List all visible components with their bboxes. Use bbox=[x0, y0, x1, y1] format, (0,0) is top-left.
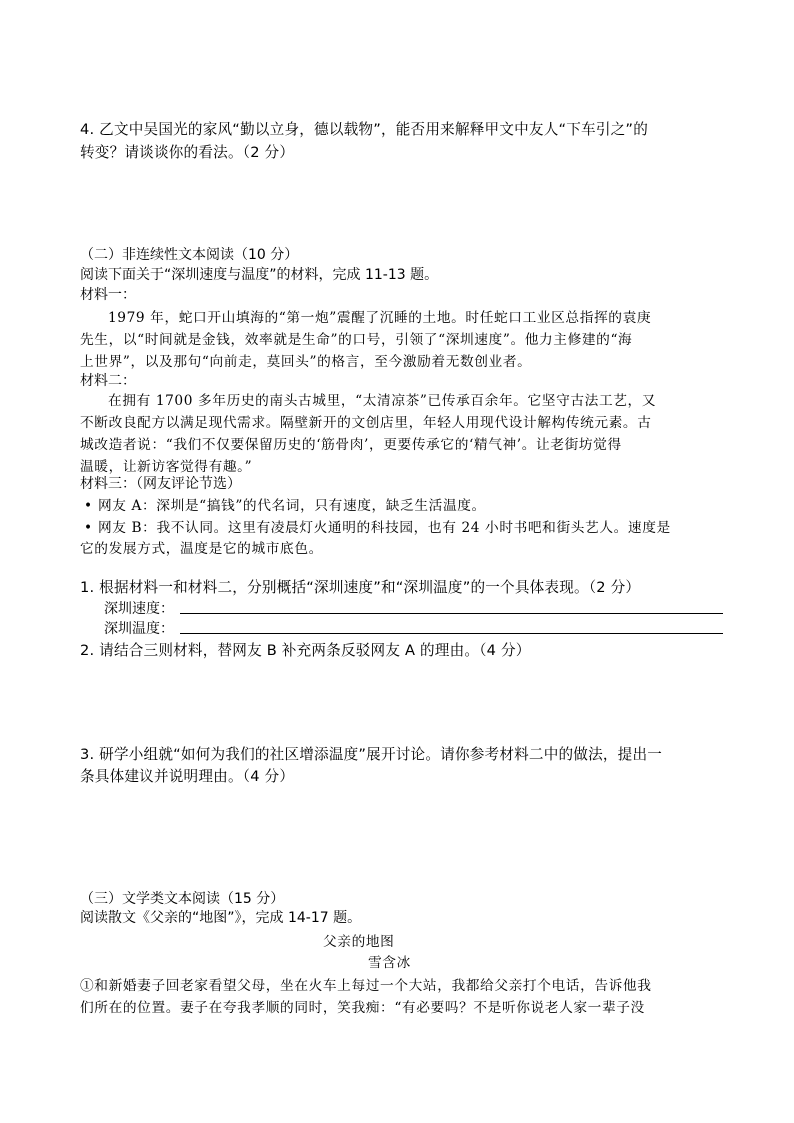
material2-label: 材料二： bbox=[80, 373, 136, 389]
question-3-line2: 条具体建议并说明理由。（4 分） bbox=[80, 768, 295, 785]
material1-line: 先生，以“时间就是金钱，效率就是生命”的口号，引领了“深圳速度”。他力主修建的“海 bbox=[80, 332, 633, 348]
bullet-icon: • bbox=[84, 520, 93, 536]
q4-line2: 转变？请谈谈你的看法。（2 分） bbox=[80, 144, 295, 161]
comment-b-cont: 它的发展方式，温度是它的城市底色。 bbox=[80, 541, 323, 557]
answer-temp-label: 深圳温度： bbox=[104, 621, 174, 637]
section2-intro: 阅读下面关于“深圳速度与温度”的材料，完成 11-13 题。 bbox=[80, 267, 439, 283]
material1-line: 1979 年，蛇口开山填海的“第一炮”震醒了沉睡的土地。时任蛇口工业区总指挥的袁庚 bbox=[108, 310, 652, 326]
material2-line: 温暖，让新访客觉得有趣。” bbox=[80, 459, 253, 475]
material2-line: 城改造者说：“我们不仅要保留历史的‘筋骨肉’，更要传承它的‘精气神’。让老街坊觉得 bbox=[80, 437, 622, 453]
essay-author: 雪含冰 bbox=[368, 955, 411, 971]
question-1: 1. 根据材料一和材料二，分别概括“深圳速度”和“深圳温度”的一个具体表现。（2 分） bbox=[80, 579, 641, 596]
comment-b-text: 网友 B：我不认同。这里有凌晨灯火通明的科技园，也有 24 小时书吧和街头艺人。速度是 bbox=[98, 520, 671, 536]
material2-line: 在拥有 1700 多年历史的南头古城里，“太清凉茶”已传承百余年。它坚守古法工艺，又 bbox=[108, 393, 657, 409]
section3-intro: 阅读散文《父亲的“地图”》，完成 14-17 题。 bbox=[80, 910, 362, 926]
essay-paragraph-line: ①和新婚妻子回老家看望父母，坐在火车上每过一个大站，我都给父亲打个电话，告诉他我 bbox=[80, 978, 652, 994]
essay-title: 父亲的地图 bbox=[323, 934, 395, 950]
comment-a bbox=[84, 494, 486, 514]
essay-paragraph-line: 们所在的位置。妻子在夸我孝顺的同时，笑我痴：“有必要吗？不是听你说老人家一辈子没 bbox=[80, 1000, 645, 1016]
question-2: 2. 请结合三则材料，替网友 B 补充两条反驳网友 A 的理由。（4 分） bbox=[80, 642, 531, 659]
bullet-icon: • bbox=[84, 498, 93, 514]
comment-b bbox=[84, 516, 671, 536]
answer-temp-blank[interactable] bbox=[180, 633, 723, 634]
section2-title: （二）非连续性文本阅读（10 分） bbox=[80, 247, 299, 263]
material3-label: 材料三：（网友评论节选） bbox=[80, 476, 241, 492]
material2-line: 不断改良配方以满足现代需求。隔壁新开的文创店里，年轻人用现代设计解构传统元素。古 bbox=[80, 415, 652, 431]
answer-speed-blank[interactable] bbox=[180, 613, 723, 614]
q4-line1: 4. 乙文中吴国光的家风“勤以立身，德以载物”，能否用来解释甲文中友人“下车引之”的 bbox=[80, 121, 648, 138]
section3-title: （三）文学类文本阅读（15 分） bbox=[80, 891, 285, 907]
material1-line: 上世界”，以及那句“向前走，莫回头”的格言，至今激励着无数创业者。 bbox=[80, 354, 532, 370]
comment-a-text: 网友 A：深圳是“搞钱”的代名词，只有速度，缺乏生活温度。 bbox=[98, 498, 486, 514]
material1-label: 材料一： bbox=[80, 287, 136, 303]
answer-speed-label: 深圳速度： bbox=[104, 601, 174, 617]
question-3-line1: 3. 研学小组就“如何为我们的社区增添温度”展开讨论。请你参考材料二中的做法，提出一 bbox=[80, 746, 663, 763]
